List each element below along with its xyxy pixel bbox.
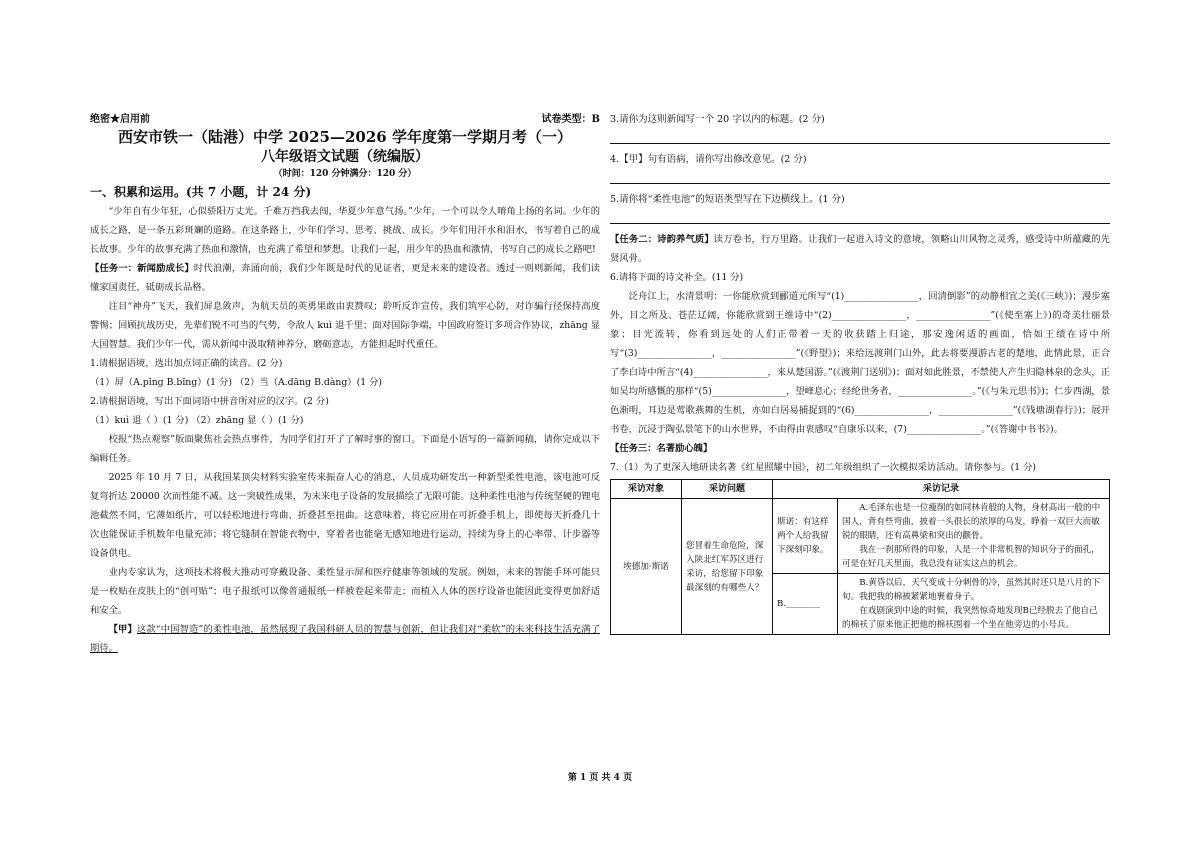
cell-record-a — [838, 499, 1110, 574]
header-record: 采访记录 — [773, 480, 1110, 499]
cell-record-b — [838, 574, 1110, 635]
question-5: 5.请你将“柔性电池”的短语类型写在下边横线上。(1 分) — [610, 194, 845, 205]
paper-type-label: 试卷类型：B — [541, 114, 600, 125]
task2-label: 【任务二：诗韵养气质】 — [610, 234, 714, 245]
section-1-heading: 一、积累和运用。(共 7 小题，计 24 分) — [90, 185, 312, 199]
intro-paragraph: “少年自有少年狂，心似骄阳万丈光。千难万挡我去闯，华夏少年意气扬。”少年，一个可以令人唷角上扬的名词。少年的成长之路，是一条五彩斑斓的道路。在这条路上，少年们学习、思考、挑战、成长。少年们用汗水和泪水，书写着自己的成长故事。少年的故事充满了热血和激情，也充满了希望和梦想。让我们一起，用少年的热血和激情，书写自己的成长之路吧! — [90, 206, 600, 255]
header-row — [90, 110, 600, 125]
exam-subtitle: 八年级语文试题（统编版） — [261, 149, 429, 165]
page-footer: 第 1 页 共 4 页 — [567, 773, 633, 783]
table-header-row — [611, 480, 1110, 499]
answer-line-5[interactable] — [610, 209, 1110, 224]
task2-text: 读万卷书，行万里路。让我们一起进入诗文的意境，领略山川风物之灵秀，感受诗中所蕴藏的先贤风骨。 — [610, 234, 1110, 264]
cell-question: 您冒着生命危险，深入陕北红军苏区进行采访，给您留下印象最深刻的有哪些人？ — [682, 499, 773, 635]
answer-line-4[interactable] — [610, 169, 1110, 184]
right-column — [610, 110, 1110, 635]
secret-label: 绝密★启用前 — [90, 114, 150, 125]
question-2-options: （1）kuì 退（ ）(1 分) （2）zhāng 显（ ）(1 分) — [90, 415, 304, 426]
task1-paragraph — [90, 259, 600, 297]
interview-table — [610, 479, 1110, 635]
shenzhou-paragraph: 注目“神舟”飞天，我们屏息敛声，为航天员的英勇果敢由衷赞叹；聆听反诈宣传，我们筑牢心防，对诈骗行径保持高度警惕；回顾抗战历史，先辈们锐不可当的气势，令敌人 kuì 退千里；面对国际争端，中国政府签订多项合作协议，zhāng 显大国智慧。我们少年一代，需从新闻中汲取精神养分，磨砺意志，方能担起时代重任。 — [90, 301, 600, 350]
question-7: 7.（1）为了更深入地研读名著《红星照耀中国》，初二年级组织了一次模拟采访活动。请你参与。(1 分) — [610, 462, 1037, 473]
question-1: 1.请根据语境，选出加点词正确的读音。(2 分) — [90, 358, 283, 369]
sentence-jia — [90, 620, 600, 658]
task1-text: 时代浪潮，奔涌向前，我们少年既是时代的见证者，更是未来的建设者。透过一则则新闻，我们读懂家国责任，砥砺成长品格。 — [90, 263, 600, 293]
question-6: 6.请将下面的诗文补全。(11 分) — [610, 272, 744, 283]
cell-reply-b[interactable]: B.________ — [773, 574, 838, 635]
left-column — [90, 110, 600, 658]
exam-title: 西安市铁一（陆港）中学 2025—2026 学年度第一学期月考（一） — [118, 128, 572, 146]
poem-fill-paragraph: 泛舟江上，水清景明：一你能欣赏到郦道元所写“(1)________________，回清倒影”的动静相宜之美(《三峡》)；漫步塞外，目之所及、苍茫辽阔，你能欣赏到王维诗中“(2)________________，________________”(《使至塞上》)的奇美壮丽景象；目光流转，你看到远处的人们正带着一天的收获踏上归途，那安逸闲适的画面，恰如王绩在诗中所写“(3)________________，________________”(《野望》)；来给远渡荆门山外，此去将要漫游古老的楚地，此情此景，正合了李白诗中所言“(4)________________，来从楚国游。”(《渡荆门送别》)；面对如此胜景，不禁使人产生归隐林泉的念头，正如吴均所感慨的那样“(5)________________，望峰息心；经纶世务者，________________。”(《与朱元思书》)；仁步西湖，景色渐明，耳边是莺歌燕舞的生机，亦如白居易捕捉到的“(6)________________，________________”(《钱塘湖春行》)；展开书卷，沉浸于陶弘景笔下的山水世界，不由得由衷感叹“自康乐以来，(7)________________。”(《答谢中书书》)。 — [610, 291, 1110, 435]
record-a-text-2: 我在一刹那所得的印象，人是一个非常机智的知识分子的面孔，可是在好几天里面，我总没有证实这点的机会。 — [842, 545, 1100, 569]
record-a-text: A.毛泽东也是一位瘦削的如同林肯般的人物，身材高出一般的中国人，背有些弯曲，披着一头很长的浓厚的乌发，睁着一双巨大而敏锐的眼睛，还有高鼻梁和突出的颧骨。 — [842, 503, 1101, 541]
jia-text: 这款“中国智造”的柔性电池，虽然展现了我国科研人员的智慧与创新，但让我们对“柔软”的未来科技生活充满了期待。 — [90, 624, 600, 654]
question-1-options: （1）屏（A.pīng B.bǐng）(1 分) （2）当（A.dāng B.dàng）(1 分) — [90, 377, 383, 388]
record-b-text-2: 在戏剧演到中途的时候，我突然惊奇地发现B已经脱去了他自己的棉袄了原来他正把他的棉袄围着一个坐在他旁边的小号兵。 — [842, 606, 1098, 630]
question-2: 2.请根据语境，写出下面词语中拼音所对应的汉字。(2 分) — [90, 396, 329, 407]
jia-label: 【甲】 — [108, 624, 137, 635]
answer-line-3[interactable] — [610, 129, 1110, 144]
task2-paragraph — [610, 230, 1110, 268]
news-paragraph-1: 2025 年 10 月 7 日，从我国某顶尖材料实验室传来振奋人心的消息，人员成功研发出一种新型柔性电池，该电池可反复弯折达 20000 次而性能不减。这一突破性成果，为未来电子设备的发展描绘了无限可能。这种柔性电池与传统坚硬的锂电池截然不同，它薄如纸片，可以轻松地进行弯曲、折叠甚至扭曲。这意味着，将它应用在可折叠手机上，即使每天折叠几十次也能保证手机数年电量充沛；将它缝制在智能衣物中，穿着者也能毫无感知地进行运动，持续为身上的心率带、计步器等设备供电。 — [90, 472, 600, 559]
question-3: 3.请你为这则新闻写一个 20 字以内的标题。(2 分) — [610, 114, 825, 125]
cell-subject: 埃德加·斯诺 — [611, 499, 682, 635]
cell-reply-intro: 斯诺：有这样两个人给我留下深刻印象。 — [773, 499, 838, 574]
record-b-text: B.黄昏以后，天气变成十分刺骨的冷，虽然其时还只是八月的下旬。我把我的棉被紧紧地裹着身子。 — [842, 578, 1101, 602]
header-question: 采访问题 — [682, 480, 773, 499]
question-4: 4.【甲】句有语病，请你写出修改意见。(2 分) — [610, 154, 807, 165]
task3-label: 【任务三：名著励心魄】 — [610, 443, 713, 454]
table-row-a — [611, 499, 1110, 574]
header-subject: 采访对象 — [611, 480, 682, 499]
task1-label: 【任务一：新闻励成长】 — [90, 263, 194, 274]
exam-time: （时间：120 分钟满分：120 分） — [273, 169, 417, 179]
hot-topic-paragraph: 校报“热点观察”版面聚焦社会热点事件，为同学们打开了了解时事的窗口。下面是小语写的一篇新闻稿，请你完成以下编辑任务。 — [90, 434, 600, 464]
news-paragraph-2: 业内专家认为，这项技术将极大推动可穿戴设备、柔性显示屏和医疗健康等领域的发展。例如，未来的智能手环可能只是一枚贴在皮肤上的“创可贴”；电子报纸可以像普通报纸一样被卷起来带走；而植入人体的医疗设备也能因此变得更加舒适和安全。 — [90, 567, 600, 616]
